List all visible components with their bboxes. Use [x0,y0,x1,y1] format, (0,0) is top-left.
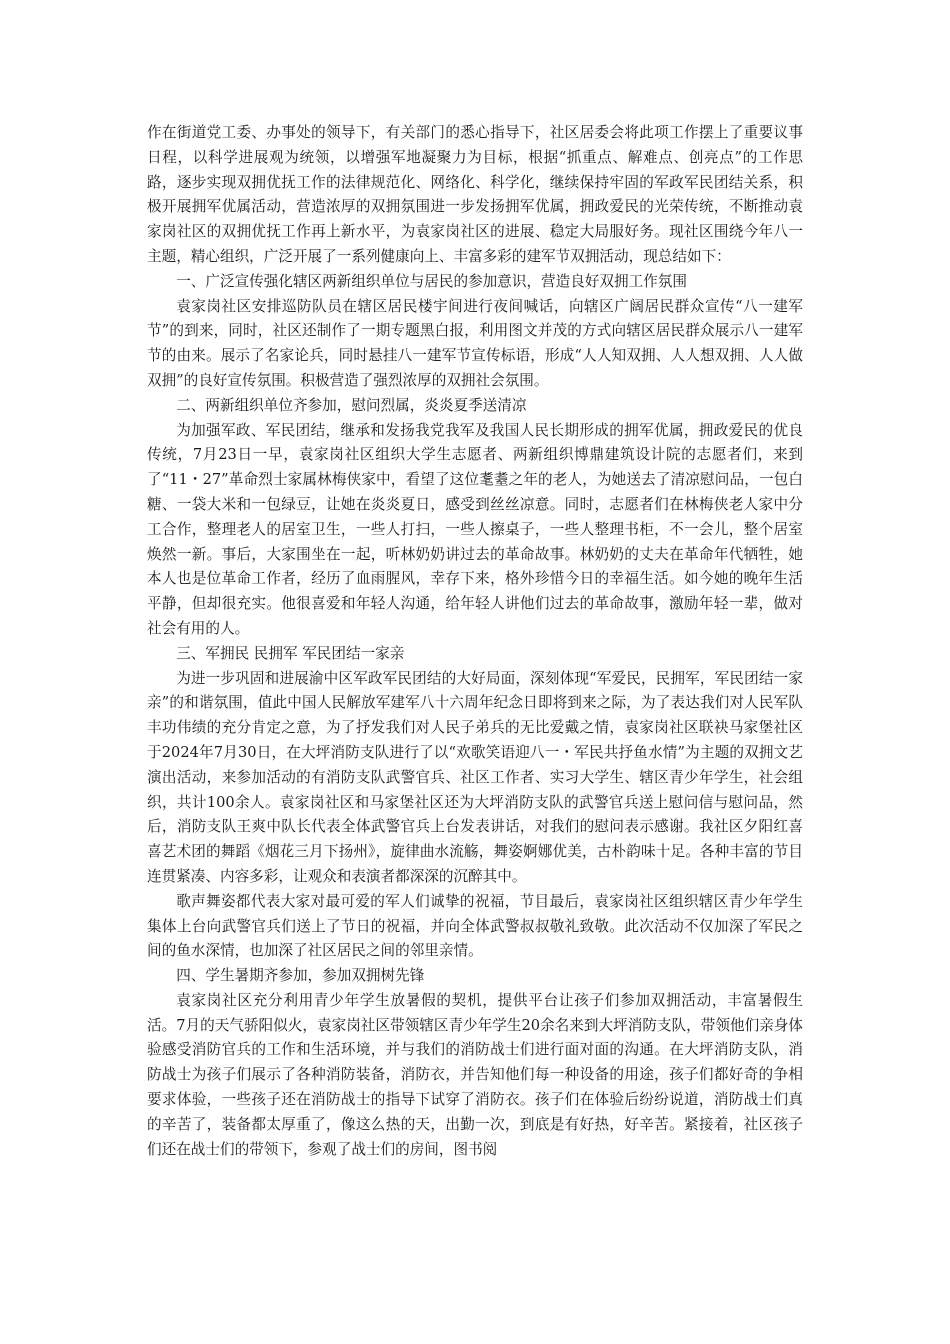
section-2-paragraph: 为加强军政、军民团结，继承和发扬我党我军及我国人民长期形成的拥军优属，拥政爱民的优良传统，7月23日一早，袁家岗社区组织大学生志愿者、两新组织博鼎建筑设计院的志愿者们，来到了“11・27”革命烈士家属林梅侠家中，看望了这位耄耋之年的老人，为她送去了清凉慰问品，一包白糖、一袋大米和一包绿豆，让她在炎炎夏日，感受到丝丝凉意。同时，志愿者们在林梅侠老人家中分工合作，整理老人的居室卫生，一些人打扫，一些人擦桌子，一些人整理书柜，不一会儿，整个居室焕然一新。事后，大家围坐在一起，听林奶奶讲过去的革命故事。林奶奶的丈夫在革命年代牺牲，她本人也是位革命工作者，经历了血雨腥风，幸存下来，格外珍惜今日的幸福生活。如今她的晚年生活平静，但却很充实。他很喜爱和年轻人沟通，给年轻人讲他们过去的革命故事，激励年轻一辈，做对社会有用的人。 [147,421,803,637]
document-body [147,121,803,1162]
intro-paragraph: 作在街道党工委、办事处的领导下，有关部门的悉心指导下，社区居委会将此项工作摆上了重要议事日程，以科学进展观为统领，以增强军地凝聚力为目标，根据“抓重点、解难点、创亮点”的工作思路，逐步实现双拥优抚工作的法律规范化、网络化、科学化，继续保持牢固的军政军民团结关系，积极开展拥军优属活动，营造浓厚的双拥氛围进一步发扬拥军优属，拥政爱民的光荣传统，不断推动袁家岗社区的双拥优抚工作再上新水平，为袁家岗社区的进展、稳定大局服好务。现社区围绕今年八一主题，精心组织，广泛开展了一系列健康向上、丰富多彩的建军节双拥活动，现总结如下： [147,124,803,265]
section-4-heading: 四、学生暑期齐参加，参加双拥树先锋 [176,967,425,985]
section-3-heading: 三、军拥民 民拥军 军民团结一家亲 [176,644,405,662]
section-4-paragraph: 袁家岗社区充分利用青少年学生放暑假的契机，提供平台让孩子们参加双拥活动，丰富暑假生活。7月的天气骄阳似火，袁家岗社区带领辖区青少年学生20余名来到大坪消防支队，带领他们亲身体验感受消防官兵的工作和生活环境，并与我们的消防战士们进行面对面的沟通。在大坪消防支队，消防战士为孩子们展示了各种消防装备，消防衣，并告知他们每一种设备的用途，孩子们都好奇的争相要求体验，一些孩子还在消防战士的指导下试穿了消防衣。孩子们在体验后纷纷说道，消防战士们真的辛苦了，装备都太厚重了，像这么热的天，出勤一次，到底是有好热，好辛苦。紧接着，社区孩子们还在战士们的带领下，参观了战士们的房间，图书阅 [147,991,803,1158]
section-3-paragraph-2: 歌声舞姿都代表大家对最可爱的军人们诚挚的祝福，节目最后，袁家岗社区组织辖区青少年学生集体上台向武警官兵们送上了节日的祝福，并向全体武警叔叔敬礼致敬。此次活动不仅加深了军民之间的鱼水深情，也加深了社区居民之间的邻里亲情。 [147,892,803,960]
section-3-paragraph-1: 为进一步巩固和进展渝中区军政军民团结的大好局面，深刻体现“军爱民，民拥军，军民团结一家亲”的和谐氛围，值此中国人民解放军建军八十六周年纪念日即将到来之际，为了表达我们对人民军队丰功伟绩的充分肯定之意，为了抒发我们对人民子弟兵的无比爱戴之情，袁家岗社区联袂马家堡社区于2024年7月30日，在大坪消防支队进行了以“欢歌笑语迎八一・军民共抒鱼水情”为主题的双拥文艺演出活动，来参加活动的有消防支队武警官兵、社区工作者、实习大学生、辖区青少年学生，社会组织，共计100余人。袁家岗社区和马家堡社区还为大坪消防支队的武警官兵送上慰问信与慰问品，然后，消防支队王爽中队长代表全体武警官兵上台发表讲话，对我们的慰问表示感谢。我社区夕阳红喜喜艺术团的舞蹈《烟花三月下扬州》，旋律曲水流觞，舞姿婀娜优美，古朴韵味十足。各种丰富的节目连贯紧凑、内容多彩，让观众和表演者都深深的沉醉其中。 [147,669,803,885]
section-1-heading: 一、广泛宣传强化辖区两新组织单位与居民的参加意识，营造良好双拥工作氛围 [176,272,687,290]
section-2-heading: 二、两新组织单位齐参加，慰问烈属，炎炎夏季送清凉 [176,396,527,414]
section-1-paragraph: 袁家岗社区安排巡防队员在辖区居民楼宇间进行夜间喊话，向辖区广阔居民群众宣传“八一建军节”的到来，同时，社区还制作了一期专题黑白报，利用图文并茂的方式向辖区居民群众展示八一建军节的由来。展示了名家论兵，同时悬挂八一建军节宣传标语，形成“人人知双拥、人人想双拥、人人做双拥”的良好宣传氛围。积极营造了强烈浓厚的双拥社会氛围。 [147,297,803,389]
